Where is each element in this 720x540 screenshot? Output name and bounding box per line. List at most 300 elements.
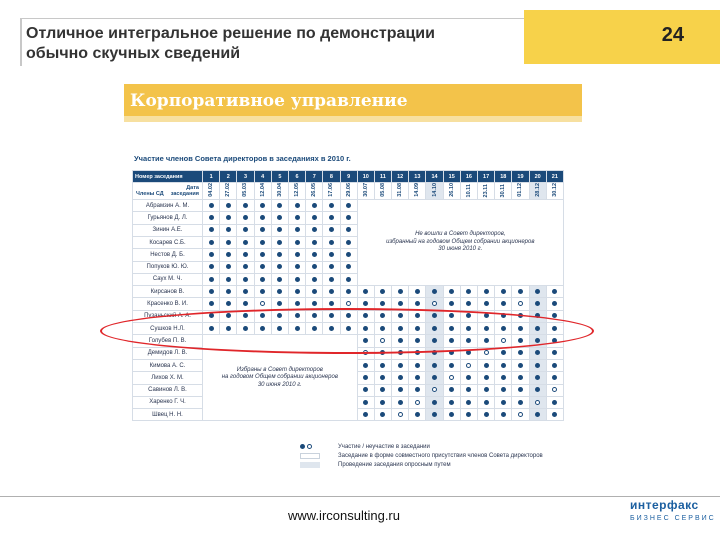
present-dot-icon — [552, 375, 557, 380]
meeting-date-text: 30.11 — [500, 183, 507, 198]
meeting-date-row — [133, 183, 564, 200]
attendance-cell — [220, 200, 237, 212]
present-dot-icon — [312, 215, 317, 220]
meeting-date-4 — [254, 183, 271, 200]
present-dot-icon — [226, 277, 231, 282]
present-dot-icon — [552, 350, 557, 355]
title-rule — [20, 18, 524, 19]
attendance-cell — [512, 372, 529, 384]
present-dot-icon — [277, 252, 282, 257]
attendance-cell — [374, 384, 391, 396]
attendance-cell — [495, 396, 512, 408]
attendance-cell — [495, 372, 512, 384]
present-dot-icon — [501, 375, 506, 380]
attendance-cell — [203, 249, 220, 261]
meeting-date-7 — [306, 183, 323, 200]
present-dot-icon — [209, 289, 214, 294]
attendance-cell — [220, 212, 237, 224]
present-dot-icon — [295, 227, 300, 232]
attendance-cell — [443, 372, 460, 384]
present-dot-icon — [312, 289, 317, 294]
present-dot-icon — [380, 387, 385, 392]
attendance-cell — [460, 409, 477, 421]
present-dot-icon — [295, 215, 300, 220]
attendance-cell — [426, 359, 443, 371]
attendance-cell — [529, 298, 546, 310]
meeting-number-8: 8 — [323, 171, 340, 183]
present-dot-icon — [209, 277, 214, 282]
attendance-cell — [288, 212, 305, 224]
attendance-cell — [237, 286, 254, 298]
meeting-date-text: 01.12 — [517, 183, 524, 198]
attendance-cell — [203, 212, 220, 224]
meeting-date-14 — [426, 183, 443, 200]
meeting-date-2 — [220, 183, 237, 200]
present-dot-icon — [484, 363, 489, 368]
attendance-cell — [323, 224, 340, 236]
present-dot-icon — [277, 277, 282, 282]
meeting-number-20: 20 — [529, 171, 546, 183]
present-dot-icon — [312, 264, 317, 269]
meeting-date-17 — [478, 183, 495, 200]
meeting-date-text: 30.07 — [362, 183, 369, 198]
present-dot-icon — [449, 301, 454, 306]
present-dot-icon — [398, 363, 403, 368]
meeting-number-7: 7 — [306, 171, 323, 183]
attendance-cell — [409, 372, 426, 384]
meeting-date-text: 04.02 — [208, 183, 215, 198]
attendance-cell — [529, 409, 546, 421]
present-dot-icon — [501, 363, 506, 368]
meeting-date-6 — [288, 183, 305, 200]
attendance-cell — [529, 372, 546, 384]
attendance-cell — [546, 372, 563, 384]
page-number-box — [524, 10, 720, 64]
meeting-date-text: 10.11 — [465, 183, 472, 198]
present-dot-icon — [535, 375, 540, 380]
attendance-cell — [340, 273, 357, 285]
attendance-cell — [512, 396, 529, 408]
present-dot-icon — [484, 387, 489, 392]
present-dot-icon — [415, 301, 420, 306]
member-name: Зинин А.Е. — [133, 224, 203, 236]
attendance-cell — [529, 384, 546, 396]
attendance-cell — [426, 409, 443, 421]
present-dot-icon — [346, 215, 351, 220]
present-dot-icon — [552, 412, 557, 417]
legend — [300, 442, 543, 469]
meeting-date-text: 14.10 — [431, 183, 438, 198]
meeting-number-4: 4 — [254, 171, 271, 183]
absent-dot-icon — [346, 301, 351, 306]
attendance-cell — [374, 409, 391, 421]
present-dot-icon — [398, 375, 403, 380]
meeting-number-3: 3 — [237, 171, 254, 183]
present-dot-icon — [518, 289, 523, 294]
present-dot-icon — [552, 289, 557, 294]
present-dot-icon — [449, 387, 454, 392]
absent-dot-icon — [432, 387, 437, 392]
attendance-cell — [495, 298, 512, 310]
meeting-number-10: 10 — [357, 171, 374, 183]
meeting-date-text: 17.06 — [328, 183, 335, 198]
present-dot-icon — [484, 289, 489, 294]
attendance-cell — [460, 372, 477, 384]
present-dot-icon — [501, 301, 506, 306]
meeting-date-18 — [495, 183, 512, 200]
present-dot-icon — [295, 240, 300, 245]
attendance-cell — [237, 261, 254, 273]
attendance-cell — [288, 261, 305, 273]
present-dot-icon — [432, 400, 437, 405]
footer-divider — [0, 496, 720, 497]
attendance-cell — [288, 236, 305, 248]
present-dot-icon — [466, 387, 471, 392]
attendance-cell — [288, 249, 305, 261]
present-dot-icon — [277, 301, 282, 306]
attendance-cell — [254, 249, 271, 261]
note-line: 30 июня 2010 г. — [257, 381, 302, 388]
attendance-cell — [357, 286, 374, 298]
meeting-date-text: 12.04 — [259, 183, 266, 198]
legend-item-in-person — [300, 451, 543, 460]
absent-dot-icon — [449, 375, 454, 380]
attendance-cell — [220, 236, 237, 248]
present-dot-icon — [466, 301, 471, 306]
attendance-cell — [254, 273, 271, 285]
meeting-date-13 — [409, 183, 426, 200]
present-dot-icon — [398, 387, 403, 392]
attendance-cell — [357, 396, 374, 408]
member-name: Сушков Н.Л. — [133, 323, 203, 335]
legend-dots — [300, 444, 320, 449]
present-dot-icon — [501, 400, 506, 405]
attendance-cell — [271, 286, 288, 298]
present-dot-icon — [380, 375, 385, 380]
member-name: Голубев П. В. — [133, 335, 203, 347]
present-dot-icon — [329, 215, 334, 220]
present-dot-icon — [260, 227, 265, 232]
attendance-cell — [306, 224, 323, 236]
meeting-number-2: 2 — [220, 171, 237, 183]
absent-dot-icon — [398, 412, 403, 417]
attendance-cell — [443, 409, 460, 421]
attendance-cell — [323, 200, 340, 212]
attendance-cell — [237, 224, 254, 236]
attendance-cell — [546, 347, 563, 359]
member-name: Гурьянов Д. Л. — [133, 212, 203, 224]
date-label-line2: заседания — [170, 191, 199, 198]
attendance-cell — [306, 261, 323, 273]
present-dot-icon — [346, 252, 351, 257]
attendance-cell — [443, 384, 460, 396]
attendance-cell — [306, 249, 323, 261]
present-dot-icon — [226, 215, 231, 220]
attendance-cell — [426, 286, 443, 298]
present-dot-icon — [209, 203, 214, 208]
legend-label-in-person: Заседание в форме совместного присутствия членов Совета директоров — [338, 452, 543, 459]
present-dot-icon — [226, 203, 231, 208]
present-dot-icon — [295, 277, 300, 282]
present-dot-icon — [243, 264, 248, 269]
meeting-date-10 — [357, 183, 374, 200]
attendance-cell — [478, 372, 495, 384]
meeting-number-15: 15 — [443, 171, 460, 183]
dot-open-icon — [307, 444, 312, 449]
member-name: Красенко В. И. — [133, 298, 203, 310]
attendance-cell — [271, 212, 288, 224]
title-rule-vertical — [20, 18, 22, 66]
attendance-cell — [478, 396, 495, 408]
meeting-date-text: 28.12 — [534, 183, 541, 198]
meeting-number-5: 5 — [271, 171, 288, 183]
attendance-cell — [495, 286, 512, 298]
legend-swatch-gray — [300, 462, 320, 468]
attendance-cell — [495, 409, 512, 421]
attendance-cell — [529, 286, 546, 298]
attendance-cell — [220, 224, 237, 236]
attendance-cell — [271, 273, 288, 285]
present-dot-icon — [535, 301, 540, 306]
slide-title-line2: обычно скучных сведений — [26, 45, 241, 62]
present-dot-icon — [226, 252, 231, 257]
attendance-cell — [203, 273, 220, 285]
attendance-cell — [426, 384, 443, 396]
present-dot-icon — [209, 264, 214, 269]
attendance-cell — [443, 359, 460, 371]
slide-title — [26, 24, 506, 64]
dot-filled-icon — [300, 444, 305, 449]
meeting-date-text: 31.08 — [397, 183, 404, 198]
attendance-cell — [529, 359, 546, 371]
attendance-cell — [237, 273, 254, 285]
present-dot-icon — [329, 264, 334, 269]
present-dot-icon — [260, 277, 265, 282]
meeting-date-19 — [512, 183, 529, 200]
attendance-cell — [546, 409, 563, 421]
present-dot-icon — [466, 412, 471, 417]
present-dot-icon — [415, 387, 420, 392]
attendance-cell — [203, 298, 220, 310]
attendance-cell — [220, 261, 237, 273]
meeting-number-9: 9 — [340, 171, 357, 183]
attendance-cell — [323, 273, 340, 285]
present-dot-icon — [295, 301, 300, 306]
attendance-cell — [323, 261, 340, 273]
present-dot-icon — [466, 400, 471, 405]
present-dot-icon — [449, 412, 454, 417]
meeting-number-11: 11 — [374, 171, 391, 183]
attendance-cell — [271, 200, 288, 212]
member-name: Абрамзин А. М. — [133, 200, 203, 212]
attendance-cell — [323, 212, 340, 224]
attendance-cell — [409, 409, 426, 421]
meeting-number-row — [133, 171, 564, 183]
meeting-number-18: 18 — [495, 171, 512, 183]
meeting-date-5 — [271, 183, 288, 200]
meeting-date-text: 26.10 — [448, 183, 455, 198]
attendance-cell — [443, 286, 460, 298]
present-dot-icon — [432, 412, 437, 417]
attendance-cell — [254, 200, 271, 212]
present-dot-icon — [552, 363, 557, 368]
attendance-cell — [478, 286, 495, 298]
attendance-cell — [478, 359, 495, 371]
member-name: Кирсанов В. — [133, 286, 203, 298]
page-number: 24 — [661, 24, 684, 46]
present-dot-icon — [226, 240, 231, 245]
section-banner — [124, 84, 582, 122]
attendance-cell — [374, 286, 391, 298]
present-dot-icon — [432, 375, 437, 380]
present-dot-icon — [535, 289, 540, 294]
present-dot-icon — [484, 412, 489, 417]
present-dot-icon — [329, 289, 334, 294]
attendance-cell — [220, 249, 237, 261]
present-dot-icon — [535, 387, 540, 392]
attendance-cell — [392, 396, 409, 408]
attendance-cell — [306, 273, 323, 285]
present-dot-icon — [518, 387, 523, 392]
attendance-cell — [512, 286, 529, 298]
date-member-header — [133, 183, 203, 200]
present-dot-icon — [243, 203, 248, 208]
date-label-line1: Дата — [186, 185, 199, 192]
attendance-cell — [288, 200, 305, 212]
attendance-cell — [426, 372, 443, 384]
attendance-cell — [203, 200, 220, 212]
present-dot-icon — [209, 301, 214, 306]
legend-swatch-white — [300, 453, 320, 459]
present-dot-icon — [552, 301, 557, 306]
present-dot-icon — [449, 363, 454, 368]
present-dot-icon — [209, 227, 214, 232]
attendance-cell — [512, 359, 529, 371]
attendance-cell — [546, 359, 563, 371]
present-dot-icon — [518, 363, 523, 368]
member-name: Лихов Х. М. — [133, 372, 203, 384]
attendance-cell — [340, 200, 357, 212]
present-dot-icon — [518, 375, 523, 380]
member-label: Члены СД — [136, 191, 164, 198]
meeting-date-text: 27.02 — [225, 183, 232, 198]
meeting-number-21: 21 — [546, 171, 563, 183]
attendance-cell — [323, 249, 340, 261]
attendance-cell — [254, 261, 271, 273]
present-dot-icon — [449, 289, 454, 294]
present-dot-icon — [398, 301, 403, 306]
attendance-cell — [546, 298, 563, 310]
member-name: Попуков Ю. Ю. — [133, 261, 203, 273]
meeting-date-16 — [460, 183, 477, 200]
meeting-number-16: 16 — [460, 171, 477, 183]
meeting-date-text: 30.12 — [551, 183, 558, 198]
date-label — [171, 185, 199, 197]
present-dot-icon — [226, 227, 231, 232]
attendance-cell — [529, 347, 546, 359]
present-dot-icon — [363, 412, 368, 417]
attendance-cell — [254, 286, 271, 298]
legend-item-absentee — [300, 460, 543, 469]
meeting-date-12 — [392, 183, 409, 200]
present-dot-icon — [535, 412, 540, 417]
present-dot-icon — [432, 363, 437, 368]
attendance-cell — [392, 372, 409, 384]
attendance-cell — [374, 359, 391, 371]
present-dot-icon — [346, 227, 351, 232]
attendance-cell — [203, 224, 220, 236]
attendance-cell — [409, 384, 426, 396]
attendance-cell — [374, 396, 391, 408]
attendance-cell — [392, 409, 409, 421]
present-dot-icon — [501, 350, 506, 355]
attendance-table — [132, 170, 564, 421]
present-dot-icon — [329, 240, 334, 245]
attendance-cell — [237, 200, 254, 212]
attendance-cell — [357, 372, 374, 384]
present-dot-icon — [243, 252, 248, 257]
attendance-cell — [495, 359, 512, 371]
present-dot-icon — [243, 301, 248, 306]
attendance-cell — [374, 372, 391, 384]
present-dot-icon — [260, 289, 265, 294]
present-dot-icon — [260, 264, 265, 269]
present-dot-icon — [226, 264, 231, 269]
member-name: Пузаньский А. А. — [133, 310, 203, 322]
present-dot-icon — [243, 215, 248, 220]
section-banner-title: Корпоративное управление — [130, 91, 408, 111]
attendance-cell — [220, 298, 237, 310]
attendance-cell — [460, 286, 477, 298]
member-name: Савинов Л. В. — [133, 384, 203, 396]
attendance-cell — [306, 286, 323, 298]
attendance-cell — [237, 212, 254, 224]
present-dot-icon — [380, 412, 385, 417]
attendance-cell — [529, 396, 546, 408]
member-name: Демидов Л. В. — [133, 347, 203, 359]
present-dot-icon — [312, 301, 317, 306]
present-dot-icon — [535, 350, 540, 355]
present-dot-icon — [449, 400, 454, 405]
meeting-date-9 — [340, 183, 357, 200]
absent-dot-icon — [432, 301, 437, 306]
logo-sub-text: БИЗНЕС СЕРВИС — [630, 515, 716, 522]
meeting-date-8 — [323, 183, 340, 200]
meeting-date-text: 23.11 — [483, 183, 490, 198]
attendance-cell — [546, 384, 563, 396]
meeting-number-label: Номер заседания — [133, 171, 203, 183]
present-dot-icon — [380, 363, 385, 368]
attendance-cell — [306, 200, 323, 212]
meeting-date-1 — [203, 183, 220, 200]
meeting-date-text: 05.03 — [242, 183, 249, 198]
present-dot-icon — [329, 277, 334, 282]
present-dot-icon — [226, 289, 231, 294]
present-dot-icon — [329, 252, 334, 257]
attendance-cell — [512, 384, 529, 396]
present-dot-icon — [329, 227, 334, 232]
attendance-cell — [203, 236, 220, 248]
attendance-cell — [478, 384, 495, 396]
present-dot-icon — [209, 240, 214, 245]
attendance-cell — [409, 396, 426, 408]
absent-dot-icon — [552, 387, 557, 392]
present-dot-icon — [277, 240, 282, 245]
attendance-cell — [237, 236, 254, 248]
present-dot-icon — [432, 289, 437, 294]
present-dot-icon — [518, 350, 523, 355]
legend-item-attendance — [300, 442, 543, 451]
